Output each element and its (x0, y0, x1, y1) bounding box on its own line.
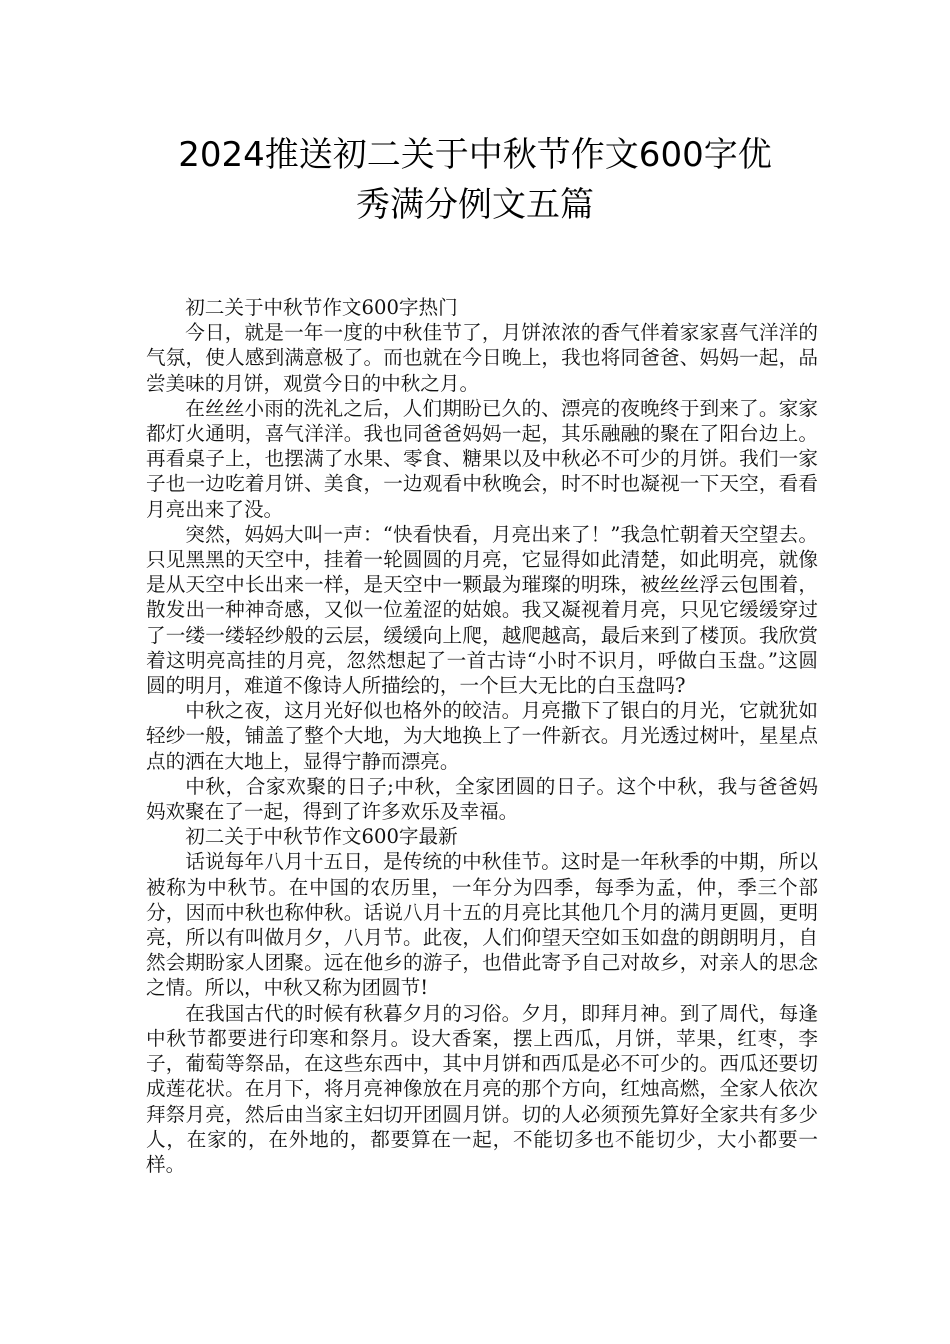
document-title (130, 130, 820, 230)
paragraph: 今日，就是一年一度的中秋佳节了，月饼浓浓的香气伴着家家喜气洋洋的气氛，使人感到满意极了。而也就在今日晚上，我也将同爸爸、妈妈一起，品尝美味的月饼，观赏今日的中秋之月。 (146, 321, 818, 395)
title-line-1: 2024推送初二关于中秋节作文600字优 (178, 135, 772, 175)
section-heading-2: 初二关于中秋节作文600字最新 (185, 825, 458, 849)
section-heading-1: 初二关于中秋节作文600字热门 (185, 296, 458, 319)
paragraph: 突然，妈妈大叫一声：“快看快看，月亮出来了！”我急忙朝着天空望去。只见黑黑的天空中，挂着一轮圆圆的月亮，它显得如此清楚，如此明亮，就像是从天空中长出来一样，是天空中一颗最为璀璨的明珠，被丝丝浮云包围着，散发出一种神奇感，又似一位羞涩的姑娘。我又凝视着月亮，只见它缓缓穿过了一缕一缕轻纱般的云层，缓缓向上爬，越爬越高，最后来到了楼顶。我欣赏着这明亮高挂的月亮，忽然想起了一首古诗“小时不识月，呼做白玉盘。”这圆圆的明月，难道不像诗人所描绘的，一个巨大无比的白玉盘吗? (146, 522, 818, 698)
document-body (146, 295, 818, 1177)
paragraph: 中秋，合家欢聚的日子;中秋，全家团圆的日子。这个中秋，我与爸爸妈妈欢聚在了一起，得到了许多欢乐及幸福。 (146, 774, 818, 824)
paragraph: 话说每年八月十五日，是传统的中秋佳节。这时是一年秋季的中期，所以被称为中秋节。在中国的农历里，一年分为四季，每季为孟，仲，季三个部分，因而中秋也称仲秋。话说八月十五的月亮比其他几个月的满月更圆，更明亮，所以有叫做月夕，八月节。此夜，人们仰望天空如玉如盘的朗朗明月，自然会期盼家人团聚。远在他乡的游子，也借此寄予自己对故乡，对亲人的思念之情。所以，中秋又称为团圆节! (146, 850, 818, 1000)
paragraph: 中秋之夜，这月光好似也格外的皎洁。月亮撒下了银白的月光，它就犹如轻纱一般，铺盖了整个大地，为大地换上了一件新衣。月光透过树叶，星星点点的洒在大地上，显得宁静而漂亮。 (146, 699, 818, 773)
paragraph: 在丝丝小雨的洗礼之后，人们期盼已久的、漂亮的夜晚终于到来了。家家都灯火通明，喜气洋洋。我也同爸爸妈妈一起，其乐融融的聚在了阳台边上。再看桌子上，也摆满了水果、零食、糖果以及中秋必不可少的月饼。我们一家子也一边吃着月饼、美食，一边观看中秋晚会，时不时也凝视一下天空，看看月亮出来了没。 (146, 396, 818, 521)
paragraph: 在我国古代的时候有秋暮夕月的习俗。夕月，即拜月神。到了周代，每逢中秋节都要进行印寒和祭月。设大香案，摆上西瓜，月饼，苹果，红枣，李子，葡萄等祭品，在这些东西中，其中月饼和西瓜是必不可少的。西瓜还要切成莲花状。在月下，将月亮神像放在月亮的那个方向，红烛高燃，全家人依次拜祭月亮，然后由当家主妇切开团圆月饼。切的人必须预先算好全家共有多少人，在家的，在外地的，都要算在一起，不能切多也不能切少，大小都要一样。 (146, 1001, 818, 1176)
title-line-2: 秀满分例文五篇 (356, 185, 594, 225)
